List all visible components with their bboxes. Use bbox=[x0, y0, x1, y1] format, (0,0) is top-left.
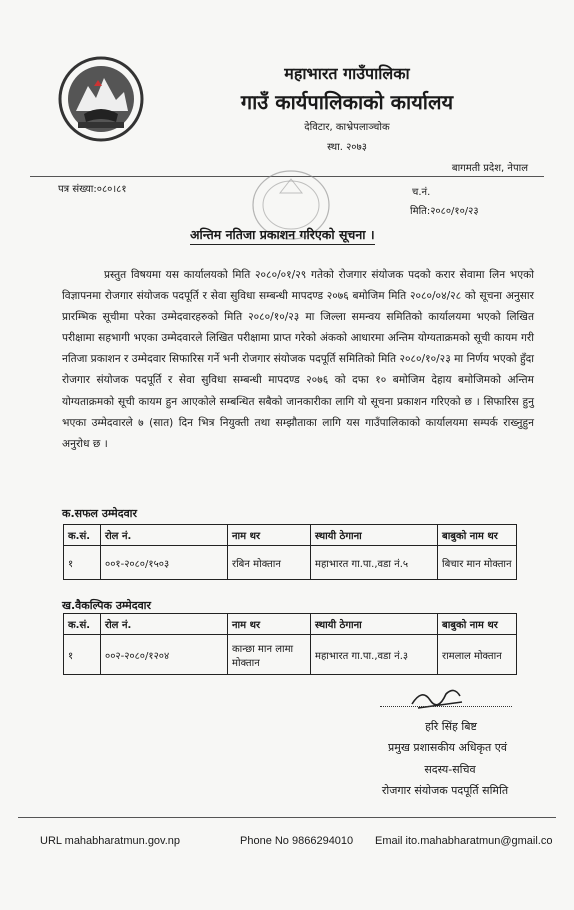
table-row bbox=[64, 546, 517, 580]
province-text: बागमती प्रदेश, नेपाल bbox=[451, 163, 528, 174]
col-sn: क.सं. bbox=[64, 525, 101, 546]
col-address: स्थायी ठेगाना bbox=[311, 525, 438, 546]
footer-email: Email ito.mahabharatmun@gmail.co bbox=[375, 835, 553, 847]
municipality-name: महाभारत गाउँपालिका bbox=[284, 64, 410, 83]
handwritten-signature bbox=[408, 680, 468, 714]
successful-candidates-heading: क.सफल उम्मेदवार bbox=[62, 507, 138, 520]
col-father: बाबुको नाम थर bbox=[438, 525, 517, 546]
cell-sn: १ bbox=[64, 546, 101, 580]
established-year: स्था. २०७३ bbox=[327, 142, 367, 153]
signature-line bbox=[380, 706, 512, 707]
office-address: देविटार, काभ्रेपलाञ्चोक bbox=[304, 122, 390, 133]
cell-sn: १ bbox=[64, 635, 101, 675]
successful-candidates-table bbox=[63, 524, 517, 580]
dispatch-number: च.नं. bbox=[412, 187, 431, 198]
cell-roll: ००१-२०८०/१५०३ bbox=[101, 546, 228, 580]
letter-number: पत्र संख्या:०८०।८१ bbox=[58, 184, 127, 195]
table-row bbox=[64, 635, 517, 675]
office-name: गाउँ कार्यपालिकाको कार्यालय bbox=[240, 90, 454, 114]
alternate-candidates-table bbox=[63, 613, 517, 675]
col-name: नाम थर bbox=[228, 614, 311, 635]
signatory-name: हरि सिंह बिष्ट bbox=[425, 720, 477, 733]
cell-name: रबिन मोक्तान bbox=[228, 546, 311, 580]
alternate-candidates-heading: ख.वैकल्पिक उम्मेदवार bbox=[62, 599, 152, 612]
notice-title: अन्तिम नतिजा प्रकाशन गरिएको सूचना । bbox=[190, 226, 375, 245]
table-header-row bbox=[64, 614, 517, 635]
signatory-title-3: रोजगार संयोजक पदपूर्ति समिति bbox=[381, 784, 509, 797]
cell-address: महाभारत गा.पा.,वडा नं.५ bbox=[311, 546, 438, 580]
cell-roll: ००२-२०८०/१२०४ bbox=[101, 635, 228, 675]
signatory-title-2: सदस्य-सचिव bbox=[424, 763, 476, 776]
footer-url: URL mahabharatmun.gov.np bbox=[40, 835, 181, 847]
notice-body: प्रस्तुत विषयमा यस कार्यालयको मिति २०८०/०१/२९ गतेको रोजगार संयोजक पदको करार सेवामा लिन भएको विज्ञापनमा रोजगार संयोजक पदपूर्ति र सेवा सुविधा सम्बन्धी मापदण्ड २०७६ बमोजिम मिति २०८०/०४/२८ को सूचना अनुसार प्रारम्भिक सूचीमा परेका उम्मेदवारहरुको मिति २०८०/१०/२३ मा जिल्ला समन्वय समितिको कार्यालयमा भएको लिखित परीक्षामा सहभागी भएका उम्मेदवारले लिखित परीक्षामा प्राप्त गरेको अंकको आधारमा अन्तिम योग्यताक्रमको सूची कायम गरी नतिजा प्रकाशन र उम्मेदवार सिफारिस गर्ने भनी रोजगार संयोजक पदपूर्ति समितिको मिति २०८०/१०/२३ मा निर्णय भएको हुँदा रोजगार संयोजक पदपूर्ति र सेवा सुविधा सम्बन्धी मापदण्ड २०७६ को दफा १० बमोजिम देहाय बमोजिमको अन्तिम योग्यताक्रमको सूची कायम हुन आएकोले सम्बन्धित सबैको जानकारीका लागि यो सूचना प्रकाशन गरिएको छ । सिफारिस हुनु भएका उम्मेदवारले ७ (सात) दिन भित्र नियुक्ती तथा सम्झौताका लागि यस गाउँपालिकाको कार्यालयमा सम्पर्क राख्नुहुन अनुरोध छ । bbox=[62, 269, 534, 450]
col-roll: रोल नं. bbox=[101, 614, 228, 635]
cell-father: बिचार मान मोक्तान bbox=[438, 546, 517, 580]
signatory-title-1: प्रमुख प्रशासकीय अधिकृत एवं bbox=[388, 741, 507, 754]
footer-phone: Phone No 9866294010 bbox=[240, 835, 354, 847]
col-address: स्थायी ठेगाना bbox=[311, 614, 438, 635]
col-sn: क.सं. bbox=[64, 614, 101, 635]
col-father: बाबुको नाम थर bbox=[438, 614, 517, 635]
cell-address: महाभारत गा.पा.,वडा नं.३ bbox=[311, 635, 438, 675]
footer-divider bbox=[18, 817, 556, 818]
col-roll: रोल नं. bbox=[101, 525, 228, 546]
letter-date: मिति:२०८०/१०/२३ bbox=[410, 206, 479, 217]
cell-father: रामलाल मोक्तान bbox=[438, 635, 517, 675]
table-header-row bbox=[64, 525, 517, 546]
col-name: नाम थर bbox=[228, 525, 311, 546]
cell-name: कान्छा मान लामा मोक्तान bbox=[228, 635, 311, 675]
